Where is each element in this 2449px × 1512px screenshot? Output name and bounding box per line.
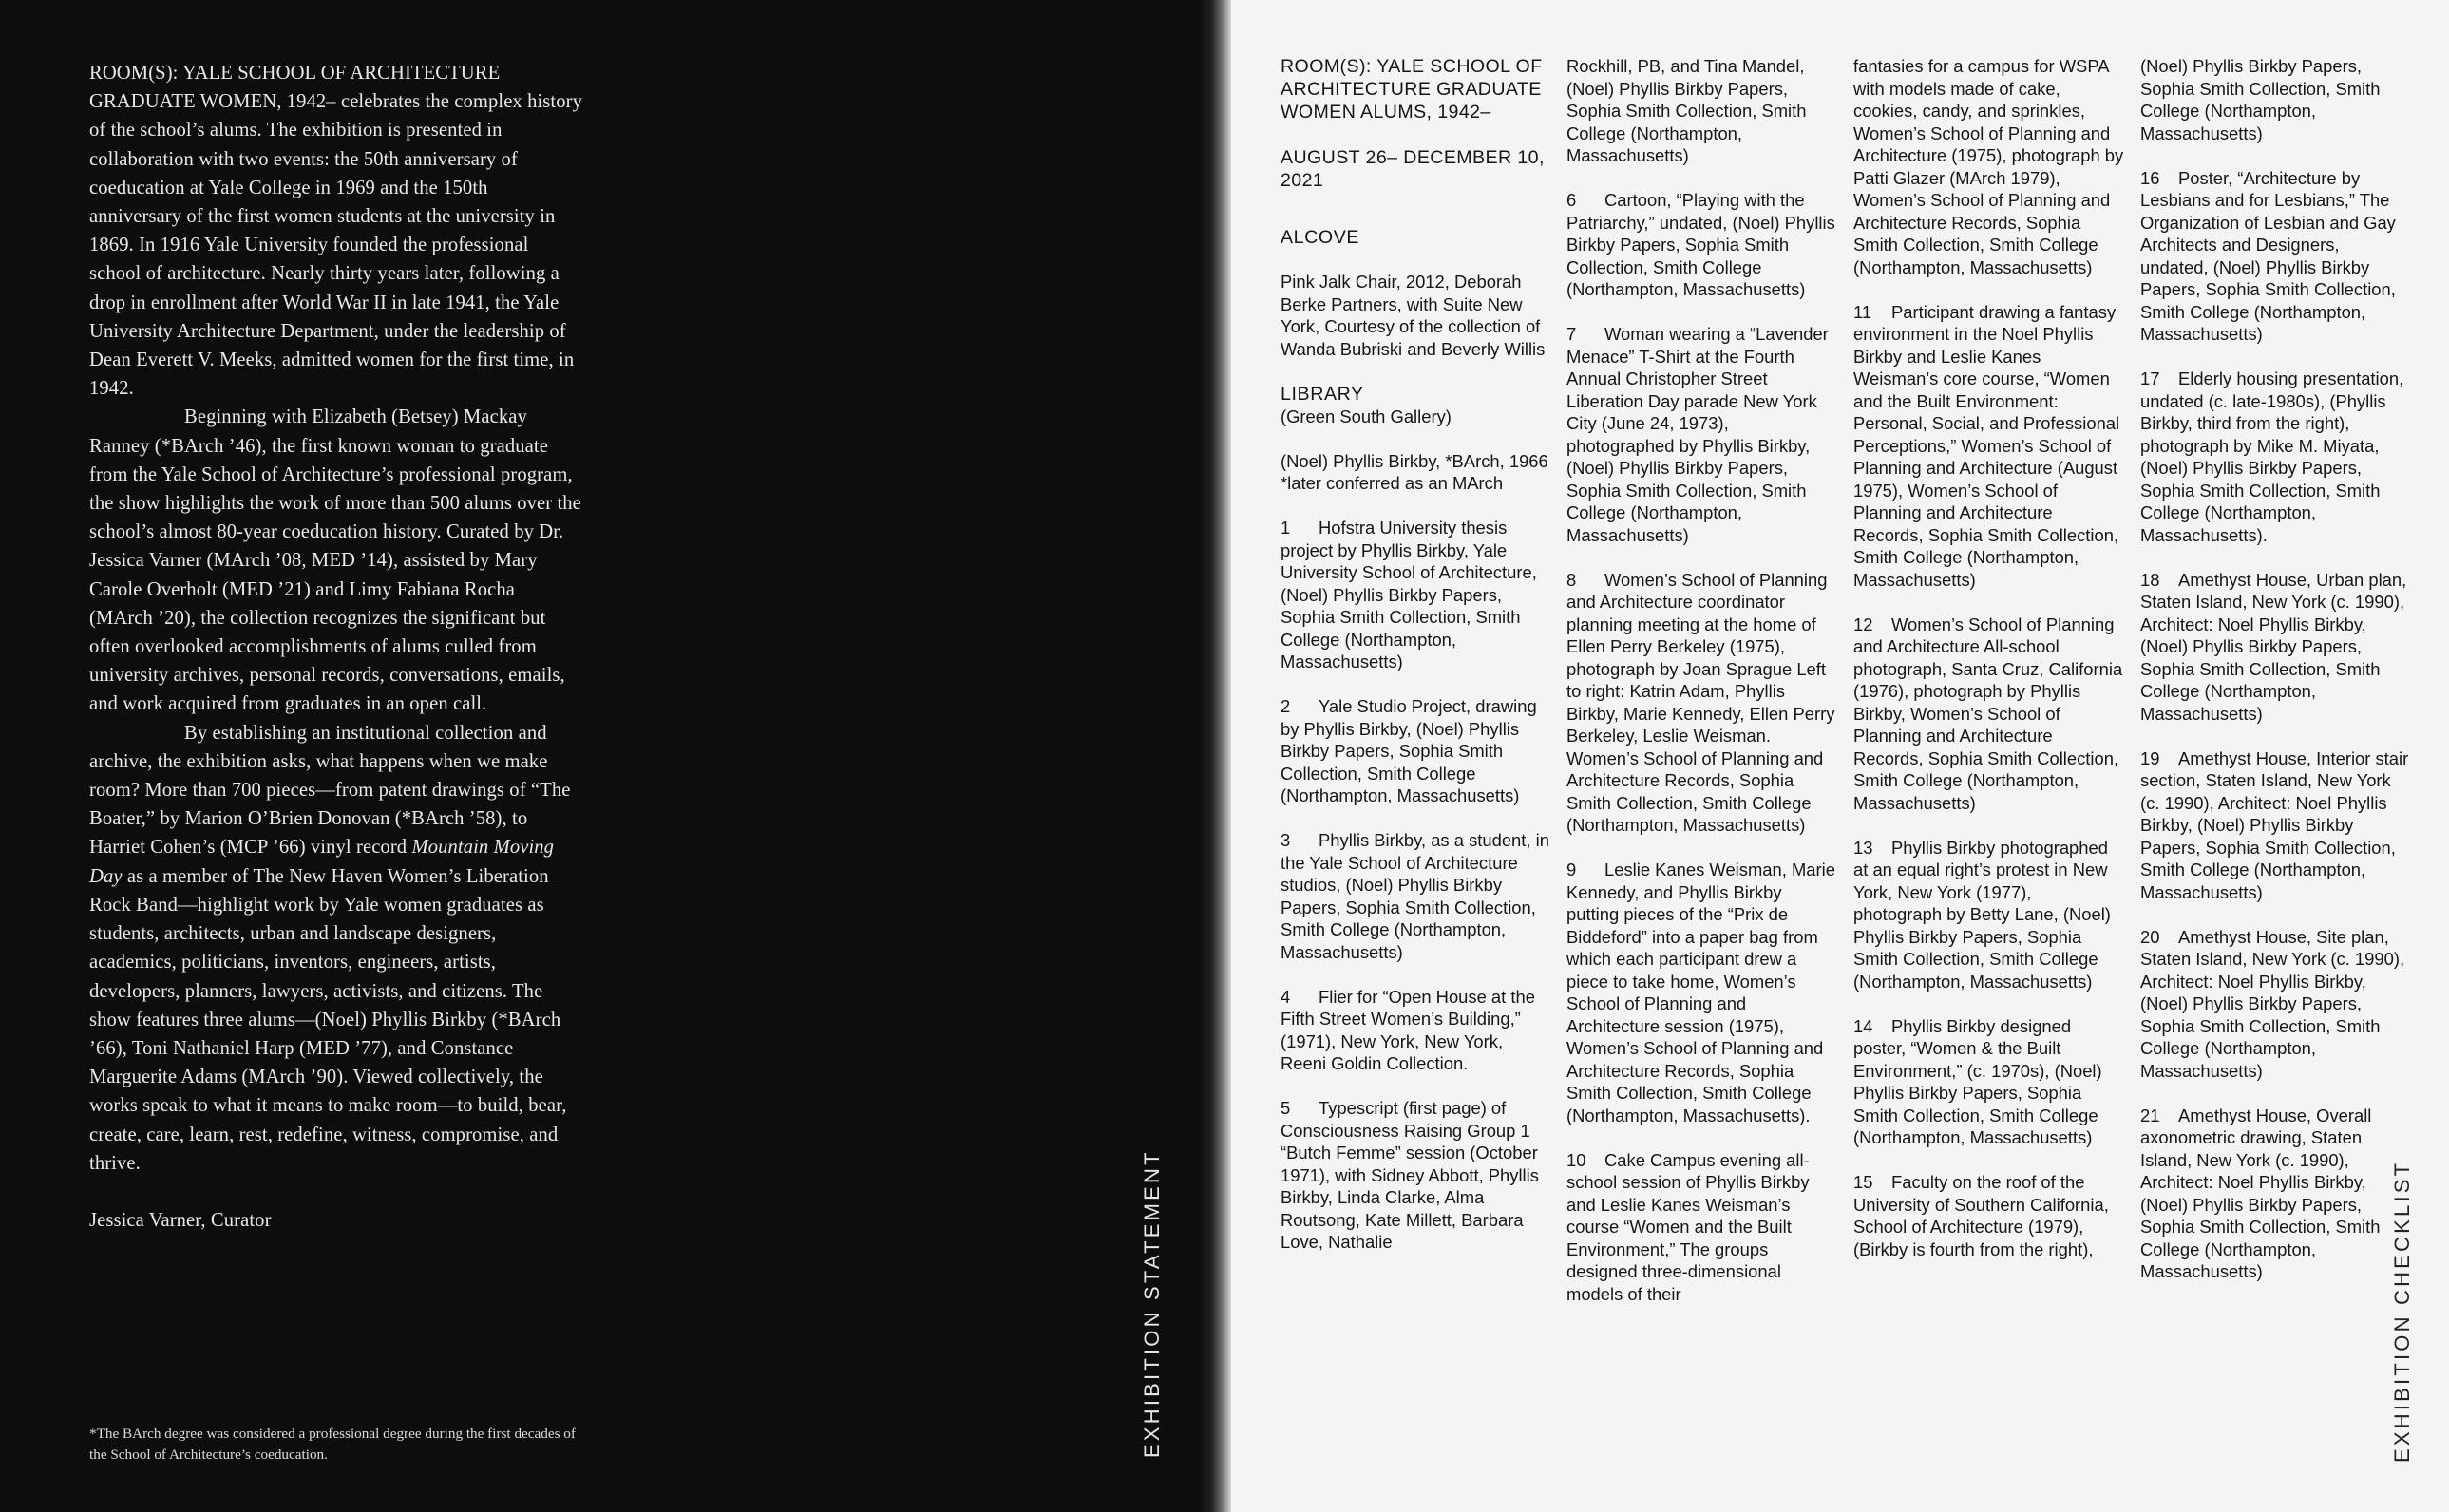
- checklist-item: [1853, 1015, 2124, 1149]
- item-text: Yale Studio Project, drawing by Phyllis Birkby, (Noel) Phyllis Birkby Papers, Sophia Smith Collection, Smith College (Northampton, Massachusetts): [1281, 696, 1537, 805]
- exhibition-statement-page: [0, 0, 1224, 1512]
- checklist-item: [2140, 926, 2411, 1083]
- checklist-item: [1853, 1171, 2124, 1260]
- checklist-item: [2140, 1105, 2411, 1283]
- checklist-column-2: [1566, 55, 1837, 1328]
- item-text: Cartoon, “Playing with the Patriarchy,” undated, (Noel) Phyllis Birkby Papers, Sophia Smith Collection, Smith College (Northampton, Massachusetts): [1566, 190, 1835, 299]
- library-heading: LIBRARY: [1281, 383, 1364, 405]
- item-number: 2: [1281, 696, 1291, 716]
- checklist-title: ROOM(S): YALE SCHOOL OF ARCHITECTURE GRADUATE WOMEN ALUMS, 1942–: [1281, 56, 1543, 123]
- checklist-item: [1566, 189, 1837, 301]
- item-text: Woman wearing a “Lavender Menace” T-Shirt at the Fourth Annual Christopher Street Liberation Day parade New York City (June 24, 1973), photographed by Phyllis Birkby, (Noel) Phyllis Birkby Papers, Sophia Smith Collection, Smith College (Northampton, Massachusetts): [1566, 324, 1829, 545]
- alcove-heading: ALCOVE: [1281, 226, 1360, 248]
- item-number: 1: [1281, 518, 1291, 538]
- item-number: 10: [1566, 1149, 1586, 1170]
- item-text: Amethyst House, Urban plan, Staten Island, New York (c. 1990), Architect: Noel Phyllis Birkby, (Noel) Phyllis Birkby Papers, Sophia Smith Collection, Smith College (Northampton, Massachusetts): [2140, 569, 2407, 724]
- item-number: 3: [1281, 830, 1291, 850]
- item-text: Phyllis Birkby designed poster, “Women & the Built Environment,” (c. 1970s), (Noel) Phyllis Birkby Papers, Sophia Smith Collection, Smith College (Northampton, Massachusetts): [1853, 1015, 2102, 1147]
- item-text: Cake Campus evening all-school session of Phyllis Birkby and Leslie Kanes Weisman’s course “Women and the Built Environment,” The groups designed three-dimensional models of their: [1566, 1149, 1810, 1304]
- checklist-item: [1566, 859, 1837, 1126]
- checklist-column-3: [1853, 55, 2124, 1283]
- item-text: Poster, “Architecture by Lesbians and for Lesbians,” The Organization of Lesbian and Gay Architects and Designers, undated, (Noel) Phyllis Birkby Papers, Sophia Smith Collection, Smith College (Northampton, Massachusetts): [2140, 167, 2396, 344]
- statement-paragraph-1: ROOM(S): YALE SCHOOL OF ARCHITECTURE GRADUATE WOMEN, 1942– celebrates the complex history of the school’s alums. The exhibition is presented in collaboration with two events: the 50th anniversary of coeducation at Yale College in 1969 and the 150th anniversary of the first women students at the university in 1869. In 1916 Yale University founded the professional school of architecture. Nearly thirty years later, following a drop in enrollment after World War II in late 1941, the Yale University Architecture Department, under the leadership of Dean Everett V. Meeks, admitted women for the first time, in 1942.: [89, 63, 582, 400]
- item-text: Faculty on the roof of the University of Southern California, School of Architecture (1979), (Birkby is fourth from the right),: [1853, 1172, 2109, 1259]
- checklist-item: [1566, 1149, 1837, 1306]
- item-text: Amethyst House, Interior stair section, Staten Island, New York (c. 1990), Architect: Noel Phyllis Birkby, (Noel) Phyllis Birkby Papers, Sophia Smith Collection, Smith College (Northampton, Massachusetts): [2140, 747, 2409, 902]
- checklist-column-1: [1281, 55, 1551, 1276]
- checklist-item: [1281, 1097, 1551, 1254]
- alcove-item: Pink Jalk Chair, 2012, Deborah Berke Partners, with Suite New York, Courtesy of the collection of Wanda Bubriski and Beverly Willis: [1281, 272, 1546, 359]
- item-text: Phyllis Birkby, as a student, in the Yale School of Architecture studios, (Noel) Phyllis Birkby Papers, Sophia Smith Collection, Smith College (Northampton, Massachusetts): [1281, 830, 1549, 962]
- item-number: 16: [2140, 167, 2160, 188]
- item-number: 5: [1281, 1098, 1291, 1118]
- checklist-item-continued: Rockhill, PB, and Tina Mandel, (Noel) Phyllis Birkby Papers, Sophia Smith Collection, Smith College (Northampton, Massachusetts): [1566, 56, 1807, 165]
- item-number: 17: [2140, 369, 2160, 388]
- checklist-item-continued: fantasies for a campus for WSPA with models made of cake, cookies, candy, and sprinkles, Women’s School of Planning and Architecture (1975), photograph by Patti Glazer (MArch 1979), Women’s School of Planning and Architecture Records, Sophia Smith Collection, Smith College (Northampton, Massachusetts): [1853, 56, 2124, 277]
- statement-text: [89, 59, 583, 1235]
- checklist-item: [2140, 167, 2411, 346]
- item-text: Participant drawing a fantasy environment in the Noel Phyllis Birkby and Leslie Kanes Weisman’s core course, “Women and the Built Environment: Personal, Social, and Professional Perceptions,” Women’s School of Planning and Architecture (August 1975), Women’s School of Planning and Architecture Records, Sophia Smith Collection, Smith College (Northampton, Massachusetts): [1853, 301, 2120, 590]
- checklist-item: [1566, 569, 1837, 837]
- checklist-item: [1281, 829, 1551, 963]
- checklist-column-4: [2140, 55, 2411, 1305]
- item-number: 11: [1853, 301, 1872, 322]
- checklist-item: [1281, 517, 1551, 673]
- exhibition-checklist-page: [1231, 0, 2449, 1512]
- item-number: 14: [1853, 1015, 1873, 1036]
- checklist-item: [1853, 301, 2124, 592]
- book-gutter: [1199, 0, 1231, 1512]
- item-number: 20: [2140, 926, 2160, 947]
- item-text: Women’s School of Planning and Architecture All-school photograph, Santa Cruz, California (1976), photograph by Phyllis Birkby, Women’s School of Planning and Architecture Records, Sophia Smith Collection, Smith College (Northampton, Massachusetts): [1853, 614, 2123, 813]
- item-number: 9: [1566, 860, 1577, 879]
- checklist-item: [1281, 695, 1551, 807]
- item-text: Leslie Kanes Weisman, Marie Kennedy, and Phyllis Birkby putting pieces of the “Prix de Biddeford” into a paper bag from which each participant drew a piece to take home, Women’s School of Planning and Architecture session (1975), Women’s School of Planning and Architecture Records, Sophia Smith Collection, Smith College (Northampton, Massachusetts).: [1566, 860, 1835, 1125]
- checklist-item: [2140, 569, 2411, 726]
- checklist-item: [1853, 614, 2124, 815]
- spine-label-checklist: EXHIBITION CHECKLIST: [2390, 1160, 2414, 1463]
- item-text: Hofstra University thesis project by Phyllis Birkby, Yale University School of Architecture, (Noel) Phyllis Birkby Papers, Sophia Smith Collection, Smith College (Northampton, Massachusetts): [1281, 518, 1537, 671]
- library-subheading: (Green South Gallery): [1281, 406, 1452, 426]
- checklist-item-continued: (Noel) Phyllis Birkby Papers, Sophia Smith Collection, Smith College (Northampton, Massachusetts): [2140, 56, 2381, 143]
- item-text: Typescript (first page) of Consciousness Raising Group 1 “Butch Femme” session (October 1971), with Sidney Abbott, Phyllis Birkby, Linda Clarke, Alma Routsong, Kate Millett, Barbara Love, Nathalie: [1281, 1098, 1539, 1252]
- statement-paragraph-3: [89, 719, 583, 1178]
- item-text: Amethyst House, Site plan, Staten Island, New York (c. 1990), Architect: Noel Phyllis Birkby, (Noel) Phyllis Birkby Papers, Sophia Smith Collection, Smith College (Northampton, Massachusetts): [2140, 926, 2405, 1081]
- item-number: 12: [1853, 614, 1873, 634]
- checklist-item: [2140, 368, 2411, 546]
- record-title: Mountain Moving Day: [89, 837, 555, 887]
- checklist-item: [1566, 323, 1837, 546]
- library-section: [1281, 383, 1551, 428]
- item-number: 6: [1566, 190, 1577, 210]
- item-number: 19: [2140, 747, 2160, 768]
- item-number: 8: [1566, 569, 1577, 590]
- library-intro: (Noel) Phyllis Birkby, *BArch, 1966 *later conferred as an MArch: [1281, 450, 1548, 493]
- statement-paragraph-2: Beginning with Elizabeth (Betsey) Mackay Ranney (*BArch ’46), the first known woman to graduate from the Yale School of Architecture’s professional program, the show highlights the work of more than 500 alums over the school’s almost 80-year coeducation history. Curated by Dr. Jessica Varner (MArch ’08, MED ’14), assisted by Mary Carole Overholt (MED ’21) and Limy Fabiana Rocha (MArch ’20), the collection recognizes the significant but often overlooked accomplishments of alums culled from university archives, personal records, conversations, emails, and work acquired from graduates in an open call.: [89, 406, 581, 715]
- curator-signature: Jessica Varner, Curator: [89, 1209, 272, 1231]
- item-number: 7: [1566, 324, 1577, 344]
- paragraph-3-part-2: as a member of The New Haven Women’s Liberation Rock Band—highlight work by Yale women graduates as students, architects, urban and landscape designers, academics, politicians, inventors, engineers, artists, developers, planners, lawyers, activists, and citizens. The show features three alums—(Noel) Phyllis Birkby (*BArch ’66), Toni Nathaniel Harp (MED ’77), and Constance Marguerite Adams (MArch ’90). Viewed collectively, the works speak to what it means to make room—to build, bear, create, care, learn, rest, redefine, witness, compromise, and thrive.: [89, 865, 567, 1174]
- item-number: 13: [1853, 837, 1873, 858]
- checklist-item: [1853, 837, 2124, 993]
- item-text: Phyllis Birkby photographed at an equal right’s protest in New York, New York (1977), photograph by Betty Lane, (Noel) Phyllis Birkby Papers, Sophia Smith Collection, Smith College (Northampton, Massachusetts): [1853, 837, 2111, 992]
- item-number: 15: [1853, 1172, 1873, 1192]
- item-number: 18: [2140, 569, 2160, 590]
- checklist-item: [2140, 747, 2411, 904]
- paragraph-3-part-1: By establishing an institutional collection and archive, the exhibition asks, what happens when we make room? More than 700 pieces—from patent drawings of “The Boater,” by Marion O’Brien Donovan (*BArch ’58), to Harriet Cohen’s (MCP ’66) vinyl record: [89, 722, 571, 859]
- footnote: *The BArch degree was considered a professional degree during the first decades of the School of Architecture’s coeducation.: [89, 1426, 576, 1463]
- exhibition-dates: AUGUST 26– DECEMBER 10, 2021: [1281, 146, 1545, 191]
- spine-label-statement: EXHIBITION STATEMENT: [1140, 1149, 1164, 1458]
- item-text: Flier for “Open House at the Fifth Street Women’s Building,” (1971), New York, New York, Reeni Goldin Collection.: [1281, 986, 1535, 1073]
- item-number: 4: [1281, 986, 1291, 1007]
- item-text: Women’s School of Planning and Architecture coordinator planning meeting at the home of Ellen Perry Berkeley (1975), photograph by Joan Sprague Left to right: Katrin Adam, Phyllis Birkby, Marie Kennedy, Ellen Perry Berkeley, Leslie Weisman. Women’s School of Planning and Architecture Records, Sophia Smith Collection, Smith College (Northampton, Massachusetts): [1566, 569, 1835, 835]
- checklist-item: [1281, 986, 1551, 1075]
- item-text: Elderly housing presentation, undated (c. late-1980s), (Phyllis Birkby, third from the right), photograph by Mike M. Miyata, (Noel) Phyllis Birkby Papers, Sophia Smith Collection, Smith College (Northampton, Massachusetts).: [2140, 369, 2404, 545]
- item-text: Amethyst House, Overall axonometric drawing, Staten Island, New York (c. 1990), Architect: Noel Phyllis Birkby, (Noel) Phyllis Birkby Papers, Sophia Smith Collection, Smith College (Northampton, Massachusetts): [2140, 1105, 2381, 1281]
- item-number: 21: [2140, 1105, 2160, 1125]
